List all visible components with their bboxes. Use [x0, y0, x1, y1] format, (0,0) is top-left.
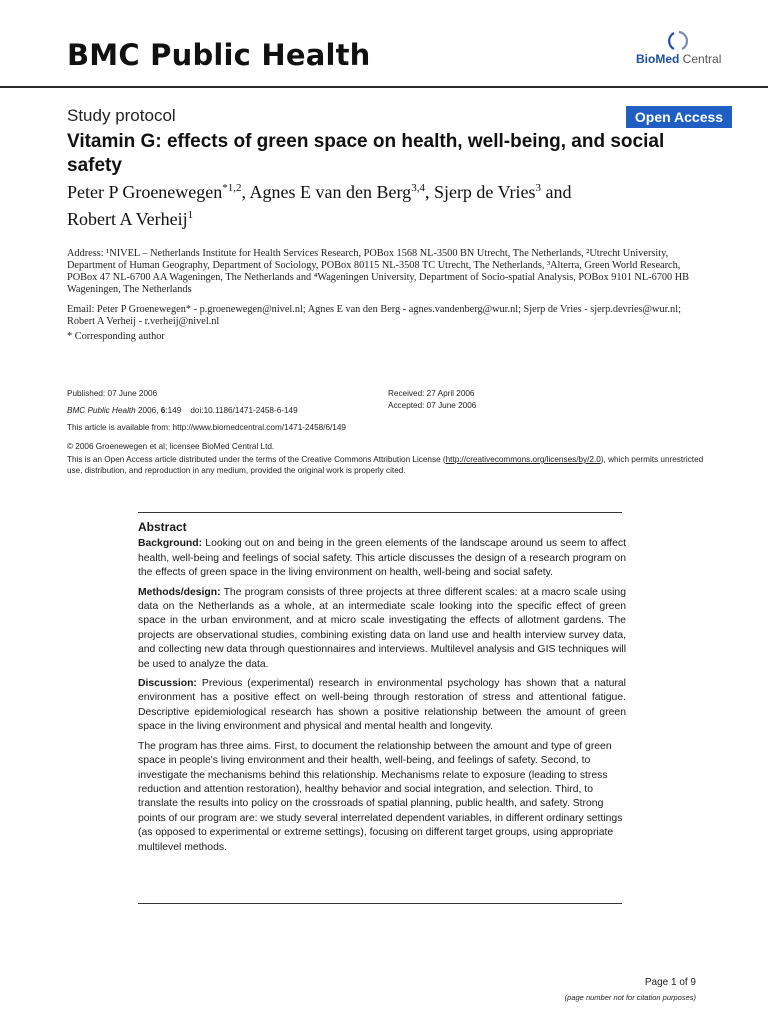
journal-name: BMC Public Health [67, 38, 371, 72]
open-access-badge[interactable]: Open Access [626, 106, 732, 128]
author-list [67, 177, 707, 231]
abstract-bottom-rule [138, 903, 622, 904]
logo-bio-text: BioMed [636, 52, 680, 66]
author-separator: , [241, 182, 250, 202]
abstract-heading: Abstract [138, 520, 187, 534]
author-affiliation-marks: 1 [187, 209, 194, 221]
license-post: ), which permits unrestricted use, distribution, and reproduction in any medium, provided the original work is properly cited. [67, 455, 704, 475]
abstract-box [138, 520, 626, 860]
received-date: Received: 27 April 2006 [388, 389, 475, 398]
author-name: Sjerp de Vries [433, 182, 536, 202]
author-name: Peter P Groenewegen [67, 182, 223, 202]
citation-year: 2006, [135, 406, 161, 415]
article-title: Vitamin G: effects of green space on health, well-being, and social safety [67, 131, 665, 176]
corresponding-author-note: * Corresponding author [67, 331, 165, 342]
license-pre: This is an Open Access article distributed under the terms of the Creative Commons Attribution License ( [67, 455, 446, 464]
author-emails[interactable]: Email: Peter P Groenewegen* - p.groenewegen@nivel.nl; Agnes E van den Berg - agnes.vandenberg@wur.nl; Sjerp de Vries - sjerp.devries@wur.nl; Robert A Verheij - r.verheij@nivel.nl [67, 304, 681, 327]
citation-volume: 6 [160, 406, 166, 415]
background-label: Background: [138, 538, 203, 550]
abstract-background [138, 537, 626, 580]
biomed-central-logo-icon [668, 30, 690, 52]
abstract-aims: The program has three aims. First, to document the relationship between the amount and type of green space in people's living environment and their health, well-being, and feelings of safety. Second, to investigate the mechanisms behind this relationship. Mechanisms relate to exposure (leading to stress reduction and attention restoration), healthy behavior and social integration, and selection. Third, to translate the results into policy on the crossroads of spatial planning, public health, and safety. Strong points of our program are: we study several interrelated dependent variables, in different ordinary settings (as opposed to experimental or extreme settings), focusing on different target groups, using appropriate multilevel methods. [138, 740, 623, 853]
discussion-label: Discussion: [138, 678, 197, 690]
author-name: Robert A Verheij [67, 209, 188, 229]
accepted-date: Accepted: 07 June 2006 [388, 401, 477, 410]
publisher-logo[interactable] [636, 30, 736, 74]
author-affiliation-marks: 3,4 [411, 182, 425, 194]
abstract-methods [138, 586, 626, 672]
citation-doi: :149 doi:10.1186/1471-2458-6-149 [165, 406, 298, 415]
methods-text: The program consists of three projects at three different scales: at a macro scale using data on the Netherlands as a whole, at an intermediate scale looking into the specific effect of green space in the urban environment, and at micro scale investigating the effects of allotment gardens. The projects are observational studies, combining existing data on land use and health interview survey data, and collecting new data through questionnaires and interviews. Multilevel analysis and GIS techniques will be used to analyze the data. [138, 586, 626, 670]
license-link[interactable]: http://creativecommons.org/licenses/by/2.0 [445, 455, 601, 464]
author-name: Agnes E van den Berg [249, 182, 412, 202]
article-url[interactable]: This article is available from: http://www.biomedcentral.com/1471-2458/6/149 [67, 423, 346, 432]
license-text [67, 454, 707, 476]
background-text: Looking out on and being in the green elements of the landscape around us seem to affect health, well-being and feelings of social safety. This article discusses the design of a research program on the effects of green space in the living environment on health, well-being and social safety. [138, 538, 626, 579]
methods-label: Methods/design: [138, 586, 221, 598]
logo-central-text: Central [679, 52, 722, 66]
author-addresses: Address: ¹NIVEL – Netherlands Institute for Health Services Research, POBox 1568 NL-3500 BN Utrecht, The Netherlands, ²Utrecht University, Department of Human Geography, Department of Sociology, POBox 80115 NL-3508 TC Utrecht, The Netherlands, ³Alterra, Green World Research, POBox 47 NL-6700 AA Wageningen, The Netherlands and ⁴Wageningen University, Department of Socio-spatial Analysis, POBox 9101 NL-6700 HB Wageningen, The Netherlands [67, 248, 690, 295]
page-number: Page 1 of 9 [644, 977, 696, 988]
logo-wordmark [636, 52, 721, 66]
author-separator: and [541, 182, 572, 202]
header-rule [0, 86, 768, 88]
article-type: Study protocol [67, 106, 176, 125]
author-affiliation-marks: *1,2 [222, 182, 242, 194]
published-date: Published: 07 June 2006 [67, 389, 158, 398]
citation-line [67, 405, 298, 416]
page-number-note: (page number not for citation purposes) [564, 993, 696, 1002]
abstract-top-rule [138, 512, 622, 513]
citation-journal: BMC Public Health [67, 406, 136, 415]
abstract-discussion [138, 677, 626, 735]
author-separator: , [424, 182, 434, 202]
copyright-notice: © 2006 Groenewegen et al; licensee BioMed Central Ltd. [67, 442, 275, 451]
discussion-text: Previous (experimental) research in environmental psychology has shown that a natural environment has a positive effect on well-being through restoration of stress and attentional fatigue. Descriptive epidemiological research has shown a positive relationship between the amount of green space in the living environment and physical and mental health and longevity. [138, 678, 626, 733]
author-affiliation-marks: 3 [535, 182, 542, 194]
